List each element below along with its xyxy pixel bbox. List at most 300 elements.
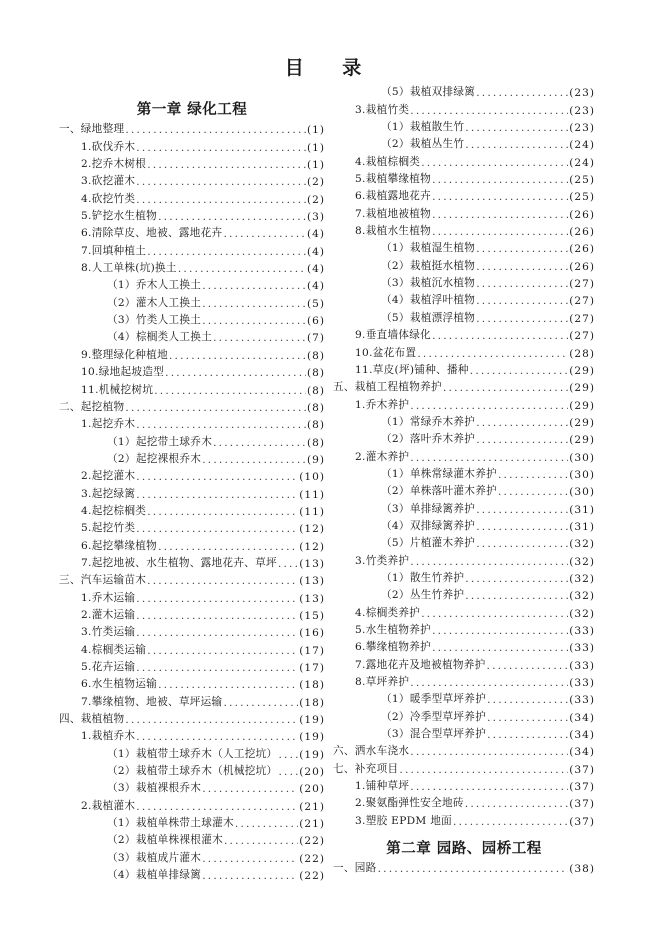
toc-entry[interactable] (333, 429, 595, 446)
toc-entry[interactable] (333, 151, 595, 168)
toc-entry-title: 7.起挖地被、水生植物、露地花卉、草坪 (81, 556, 277, 569)
dot-leader (476, 278, 568, 290)
dot-leader (125, 714, 298, 726)
toc-page-number: (28) (569, 347, 595, 360)
dot-leader (125, 402, 306, 414)
toc-entry-title: 1.砍伐乔木 (81, 140, 136, 153)
toc-entry-title: 一、绿地整理 (59, 123, 125, 136)
toc-page-number: (8) (306, 349, 325, 362)
toc-entry[interactable] (59, 726, 325, 743)
toc-page-number: (8) (306, 367, 325, 380)
toc-entry-title: （2）栽植带土球乔木（机械挖坑） (107, 765, 278, 778)
dot-leader (158, 211, 306, 223)
toc-entry-title: （2）落叶乔木养护 (381, 433, 476, 446)
dot-leader (202, 783, 298, 795)
toc-left-column (59, 82, 325, 882)
toc-page-number: (24) (569, 139, 595, 152)
dot-leader (476, 504, 568, 516)
toc-entry[interactable] (59, 449, 325, 466)
toc-page-number: (30) (569, 468, 595, 481)
toc-page-number: (8) (306, 419, 325, 432)
toc-page-number: (32) (569, 538, 595, 551)
toc-entry-title: 二、起挖植物 (59, 400, 125, 413)
toc-entry[interactable] (333, 516, 595, 533)
toc-entry[interactable] (59, 743, 325, 760)
toc-entry[interactable] (333, 134, 595, 151)
toc-entry[interactable] (59, 136, 325, 153)
toc-entry-title: 6.清除草皮、地被、露地花卉 (81, 227, 223, 240)
toc-entry[interactable] (333, 758, 595, 775)
dot-leader (213, 437, 306, 449)
toc-entry[interactable] (59, 830, 325, 847)
dot-leader (443, 382, 568, 394)
dot-leader (136, 627, 298, 639)
toc-entry-title: （1）栽植湿生植物 (381, 242, 476, 255)
toc-entry[interactable] (333, 82, 595, 99)
dot-leader (476, 417, 568, 429)
toc-entry[interactable] (333, 481, 595, 498)
dot-leader (476, 313, 568, 325)
toc-entry-title: 2.起挖灌木 (81, 470, 136, 483)
toc-page-number: (30) (569, 486, 595, 499)
toc-entry-title: 3.栽植竹类 (355, 103, 410, 116)
dot-leader (223, 697, 298, 709)
dot-leader (465, 798, 568, 810)
dot-leader (147, 246, 306, 258)
dot-leader (432, 209, 568, 221)
toc-entry-title: （1）单株常绿灌木养护 (381, 467, 497, 480)
toc-entry[interactable] (59, 310, 325, 327)
toc-entry[interactable] (59, 778, 325, 795)
toc-page-number: (19) (299, 731, 325, 744)
dot-leader (378, 863, 569, 875)
toc-page-number: (33) (569, 659, 595, 672)
toc-entry-title: 6.起挖攀缘植物 (81, 539, 158, 552)
toc-entry[interactable] (333, 307, 595, 324)
toc-page-number: (33) (569, 625, 595, 637)
toc-entry[interactable] (333, 186, 595, 203)
dot-leader (487, 660, 569, 672)
toc-entry[interactable] (59, 206, 325, 223)
toc-entry-title: 4.砍挖竹类 (81, 192, 136, 205)
toc-entry[interactable] (333, 221, 595, 238)
toc-entry-title: 5.铲挖水生植物 (81, 210, 158, 223)
toc-page-number: (37) (569, 763, 595, 776)
toc-entry[interactable] (333, 325, 595, 342)
dot-leader (410, 400, 568, 412)
toc-entry[interactable] (333, 377, 595, 394)
toc-entry[interactable] (59, 501, 325, 518)
dot-leader (410, 105, 568, 117)
toc-page-number: (27) (569, 312, 595, 325)
toc-page-number: (6) (306, 315, 325, 328)
toc-page-number: (4) (306, 263, 325, 276)
toc-page-number: (3) (306, 211, 325, 224)
toc-page-number: (37) (569, 815, 595, 828)
toc-entry-title: 2.灌木运输 (81, 608, 136, 621)
dot-leader (213, 332, 306, 344)
toc-entry-title: 5.水生植物养护 (355, 624, 432, 636)
dot-leader (202, 853, 298, 865)
toc-entry-title: 4.起挖棕榈类 (81, 504, 147, 517)
toc-entry[interactable] (59, 847, 325, 864)
toc-entry-title: 10.盆花布置 (355, 346, 417, 359)
toc-entry[interactable] (59, 483, 325, 500)
toc-entry-title: 1.起挖乔木 (81, 418, 136, 431)
toc-entry[interactable] (59, 119, 325, 136)
dot-leader (498, 469, 568, 481)
toc-page-number: (29) (569, 399, 595, 412)
toc-entry[interactable] (59, 691, 325, 708)
toc-entry[interactable] (59, 657, 325, 674)
toc-page-number: (26) (569, 208, 595, 221)
toc-page-number: (19) (299, 714, 325, 727)
toc-entry[interactable] (59, 258, 325, 275)
toc-entry-title: 七、补充项目 (333, 762, 399, 775)
toc-page-number: (25) (569, 174, 595, 187)
dot-leader (147, 575, 298, 587)
toc-page-number: (21) (299, 818, 325, 831)
toc-entry-title: 三、汽车运输苗木 (59, 574, 147, 587)
dot-leader (235, 818, 298, 830)
toc-entry-title: 6.水生植物运输 (81, 678, 158, 691)
toc-entry[interactable] (333, 360, 595, 377)
toc-entry-title: 5.栽植攀缘植物 (355, 173, 432, 186)
toc-entry-title: （2）起挖裸根乔木 (107, 452, 202, 465)
toc-entry[interactable] (59, 414, 325, 431)
toc-entry-title: （4）栽植浮叶植物 (381, 294, 476, 307)
toc-page-number: (20) (299, 783, 325, 796)
toc-entry[interactable] (59, 605, 325, 622)
dot-leader (278, 766, 298, 778)
toc-entry[interactable] (333, 446, 595, 463)
toc-entry-title: （1）散生竹养护 (381, 571, 465, 584)
toc-entry[interactable] (333, 741, 595, 758)
toc-entry[interactable] (333, 464, 595, 481)
dot-leader (410, 452, 568, 464)
toc-entry-title: 1.乔木养护 (355, 398, 410, 411)
dot-leader (421, 157, 568, 169)
dot-leader (476, 295, 568, 307)
toc-entry-title: （3）单排绿篱养护 (381, 502, 476, 515)
toc-entry[interactable] (333, 672, 595, 689)
toc-page-number: (32) (569, 590, 595, 603)
toc-entry[interactable] (59, 535, 325, 552)
toc-entry[interactable] (333, 394, 595, 411)
dot-leader (432, 191, 568, 203)
toc-page-number: (38) (569, 863, 595, 876)
toc-entry-title: 8.栽植水生植物 (355, 225, 432, 238)
toc-entry-title: 9.垂直墙体绿化 (355, 329, 432, 342)
dot-leader (399, 764, 568, 776)
toc-page-number: (32) (569, 572, 595, 585)
dot-leader (278, 749, 298, 761)
toc-page-number: (7) (306, 332, 325, 345)
toc-entry[interactable] (59, 622, 325, 639)
toc-entry-title: （1）暖季型草坪养护 (381, 693, 487, 706)
toc-entry-title: 7.露地花卉及地被植物养护 (355, 658, 486, 671)
toc-page-number: (29) (569, 416, 595, 429)
dot-leader (136, 471, 298, 483)
toc-entry[interactable] (59, 223, 325, 240)
toc-entry[interactable] (333, 602, 595, 619)
toc-entry[interactable] (59, 327, 325, 344)
toc-entry-title: （2）冷季型草坪养护 (381, 710, 487, 723)
dot-leader (202, 454, 306, 466)
dot-leader (136, 419, 306, 431)
toc-entry-title: （3）竹类人工换土 (107, 314, 202, 327)
toc-entry[interactable] (59, 431, 325, 448)
toc-entry[interactable] (59, 865, 325, 882)
toc-entry[interactable] (333, 810, 595, 827)
toc-entry-title: （2）单株落叶灌木养护 (381, 485, 497, 498)
dot-leader (169, 350, 306, 362)
toc-entry[interactable] (59, 240, 325, 257)
toc-entry[interactable] (333, 793, 595, 810)
toc-entry-title: 4.棕榈类运输 (81, 643, 147, 656)
toc-entry-title: （1）栽植散生竹 (381, 121, 465, 134)
toc-page-number: (33) (569, 694, 595, 707)
toc-entry-title: 11.机械挖树坑 (81, 383, 154, 396)
dot-leader (476, 261, 568, 273)
toc-entry-title: （4）棕榈类人工换土 (107, 331, 213, 344)
toc-entry[interactable] (333, 689, 595, 706)
toc-page-number: (33) (569, 642, 595, 655)
dot-leader (202, 298, 306, 310)
toc-entry[interactable] (333, 290, 595, 307)
chapter-title: 第二章 园路、园桥工程 (386, 840, 542, 857)
toc-entry-title: 3.竹类养护 (355, 554, 410, 567)
dot-leader (432, 625, 568, 637)
toc-entry-title: （5）栽植漂浮植物 (381, 311, 476, 324)
dot-leader (136, 489, 298, 501)
dot-leader (223, 228, 306, 240)
toc-entry-title: （4）栽植单排绿篱 (107, 869, 202, 882)
toc-entry-title: 5.花卉运输 (81, 661, 136, 673)
toc-page-number: (11) (299, 488, 325, 501)
dot-leader (136, 176, 306, 188)
toc-entry[interactable] (59, 275, 325, 292)
toc-entry[interactable] (333, 724, 595, 741)
dot-leader (476, 521, 568, 533)
toc-entry[interactable] (333, 169, 595, 186)
dot-leader (453, 816, 568, 828)
toc-entry[interactable] (333, 273, 595, 290)
toc-entry-title: 3.砍挖灌木 (81, 175, 136, 188)
toc-page-number: (34) (569, 729, 595, 742)
dot-leader (432, 174, 568, 186)
toc-entry-title: 四、栽植植物 (59, 713, 125, 726)
dot-leader (476, 538, 568, 550)
dot-leader (202, 315, 306, 327)
toc-entry[interactable] (59, 397, 325, 414)
toc-entry-title: 11.草皮(坪)铺种、播种 (355, 363, 469, 376)
toc-entry-title: （2）丛生竹养护 (381, 589, 465, 602)
dot-leader (136, 731, 298, 743)
toc-entry-title: 7.回填种植土 (81, 244, 147, 257)
toc-entry-title: （3）栽植裸根乔木 (107, 782, 202, 795)
dot-leader (202, 280, 306, 292)
dot-leader (498, 486, 568, 498)
toc-entry[interactable] (59, 466, 325, 483)
toc-entry-title: （2）栽植挺水植物 (381, 259, 476, 272)
toc-page-number: (12) (299, 540, 325, 553)
toc-entry[interactable] (333, 533, 595, 550)
toc-entry-title: 五、栽植工程植物养护 (333, 381, 442, 394)
dot-leader (432, 642, 568, 654)
dot-leader (487, 712, 568, 724)
dot-leader (147, 506, 298, 518)
toc-entry[interactable] (333, 117, 595, 134)
toc-page-number: (29) (569, 434, 595, 447)
toc-page-number: (2) (306, 193, 325, 206)
dot-leader (410, 556, 568, 568)
toc-entry[interactable] (59, 553, 325, 570)
toc-entry[interactable] (59, 674, 325, 691)
toc-page-number: (29) (569, 382, 595, 395)
dot-leader (136, 194, 306, 206)
toc-page-number: (23) (569, 122, 595, 135)
toc-entry-title: 2.灌木养护 (355, 450, 410, 463)
toc-entry[interactable] (333, 858, 595, 875)
toc-entry[interactable] (59, 379, 325, 396)
toc-entry[interactable] (59, 813, 325, 830)
toc-page-number: (33) (569, 677, 595, 690)
dot-leader (158, 679, 298, 691)
toc-page-number: (25) (569, 191, 595, 204)
toc-entry-title: 2.栽植灌木 (81, 799, 136, 812)
dot-leader (487, 729, 568, 741)
dot-leader (487, 694, 568, 706)
toc-entry[interactable] (333, 620, 595, 637)
dot-leader (125, 124, 306, 136)
toc-page-number: (2) (306, 176, 325, 189)
toc-entry[interactable] (333, 776, 595, 793)
toc-page-number: (29) (569, 364, 595, 377)
toc-entry[interactable] (59, 570, 325, 587)
dot-leader (410, 677, 568, 689)
toc-page-number: (13) (299, 592, 325, 605)
toc-entry-title: 8.人工单株(坑)换土 (81, 262, 177, 275)
toc-entry[interactable] (333, 203, 595, 220)
dot-leader (136, 801, 298, 813)
dot-leader (224, 835, 298, 847)
toc-entry-title: 2.挖乔木树根 (81, 158, 147, 171)
toc-entry-title: （3）混合型草坪养护 (381, 728, 487, 741)
toc-entry-title: （1）常绿乔木养护 (381, 415, 476, 428)
toc-entry[interactable] (59, 362, 325, 379)
toc-entry-title: 10.绿地起坡造型 (81, 366, 165, 379)
toc-entry-title: 3.塑胶 EPDM 地面 (355, 814, 453, 827)
dot-leader (410, 746, 568, 758)
toc-page-number: (37) (569, 798, 595, 811)
toc-page-number: (23) (569, 104, 595, 117)
toc-entry[interactable] (59, 639, 325, 656)
toc-entry[interactable] (59, 171, 325, 188)
dot-leader (136, 523, 298, 535)
toc-entry[interactable] (59, 587, 325, 604)
chapter-heading (333, 828, 595, 858)
toc-entry[interactable] (333, 706, 595, 723)
toc-page-number: (32) (569, 555, 595, 568)
dot-leader (476, 87, 568, 99)
toc-entry[interactable] (59, 154, 325, 171)
toc-page-number: (13) (299, 557, 325, 570)
toc-entry[interactable] (59, 344, 325, 361)
toc-entry-title: （1）乔木人工换土 (107, 279, 202, 292)
toc-entry[interactable] (333, 585, 595, 602)
toc-entry[interactable] (333, 498, 595, 515)
toc-page-number: (4) (306, 280, 325, 293)
toc-entry-title: （2）栽植单株裸根灌木 (107, 834, 223, 847)
toc-entry[interactable] (333, 238, 595, 255)
dot-leader (421, 608, 568, 620)
toc-entry-title: 3.起挖绿篱 (81, 487, 136, 500)
toc-page-number: (17) (299, 662, 325, 674)
toc-page-number: (21) (299, 800, 325, 813)
toc-page-number: (8) (306, 401, 325, 414)
toc-page-number: (8) (306, 436, 325, 449)
toc-entry-title: （5）栽植双排绿篱 (381, 86, 476, 99)
toc-entry-title: （1）栽植单株带土球灌木 (107, 817, 234, 830)
dot-leader (147, 159, 306, 171)
toc-entry-title: 9.整理绿化种植地 (81, 348, 168, 361)
toc-entry[interactable] (333, 342, 595, 359)
dot-leader (410, 781, 568, 793)
toc-entry[interactable] (333, 568, 595, 585)
toc-page-number: (37) (569, 781, 595, 794)
toc-entry-title: 6.攀缘植物养护 (355, 641, 432, 654)
toc-entry[interactable] (333, 550, 595, 567)
toc-entry[interactable] (59, 709, 325, 726)
toc-entry-title: 8.草坪养护 (355, 676, 410, 689)
dot-leader (476, 243, 568, 255)
toc-entry-title: 1.铺种草坪 (355, 780, 410, 793)
toc-page-number: (12) (299, 523, 325, 536)
toc-entry[interactable] (333, 99, 595, 116)
toc-entry[interactable] (59, 518, 325, 535)
toc-entry[interactable] (59, 795, 325, 812)
toc-page-number: (1) (306, 159, 325, 172)
toc-entry[interactable] (59, 292, 325, 309)
toc-entry-title: 2.聚氨酯弹性安全地砖 (355, 797, 464, 810)
toc-page-number: (17) (299, 644, 325, 657)
dot-leader (470, 365, 568, 377)
toc-page-number: (23) (569, 87, 595, 100)
chapter-title: 第一章 绿化工程 (136, 102, 248, 118)
dot-leader (147, 645, 298, 657)
toc-entry-title: 3.竹类运输 (81, 626, 136, 639)
toc-entry[interactable] (333, 637, 595, 654)
dot-leader (465, 590, 568, 602)
toc-page-number: (26) (569, 243, 595, 256)
toc-page-number: (4) (306, 228, 325, 241)
toc-entry[interactable] (59, 761, 325, 778)
toc-entry[interactable] (59, 188, 325, 205)
toc-page-number: (20) (299, 766, 325, 779)
toc-entry-title: （3）栽植成片灌木 (107, 851, 202, 864)
toc-entry[interactable] (333, 654, 595, 671)
toc-entry-title: 1.栽植乔木 (81, 730, 136, 743)
toc-entry[interactable] (333, 412, 595, 429)
toc-entry-title: （5）片植灌木养护 (381, 537, 476, 550)
toc-entry-title: 5.起挖竹类 (81, 522, 136, 535)
dot-leader (432, 226, 568, 238)
toc-entry[interactable] (333, 255, 595, 272)
dot-leader (432, 330, 568, 342)
toc-page-number: (26) (569, 260, 595, 273)
toc-page-number: (30) (569, 451, 595, 464)
